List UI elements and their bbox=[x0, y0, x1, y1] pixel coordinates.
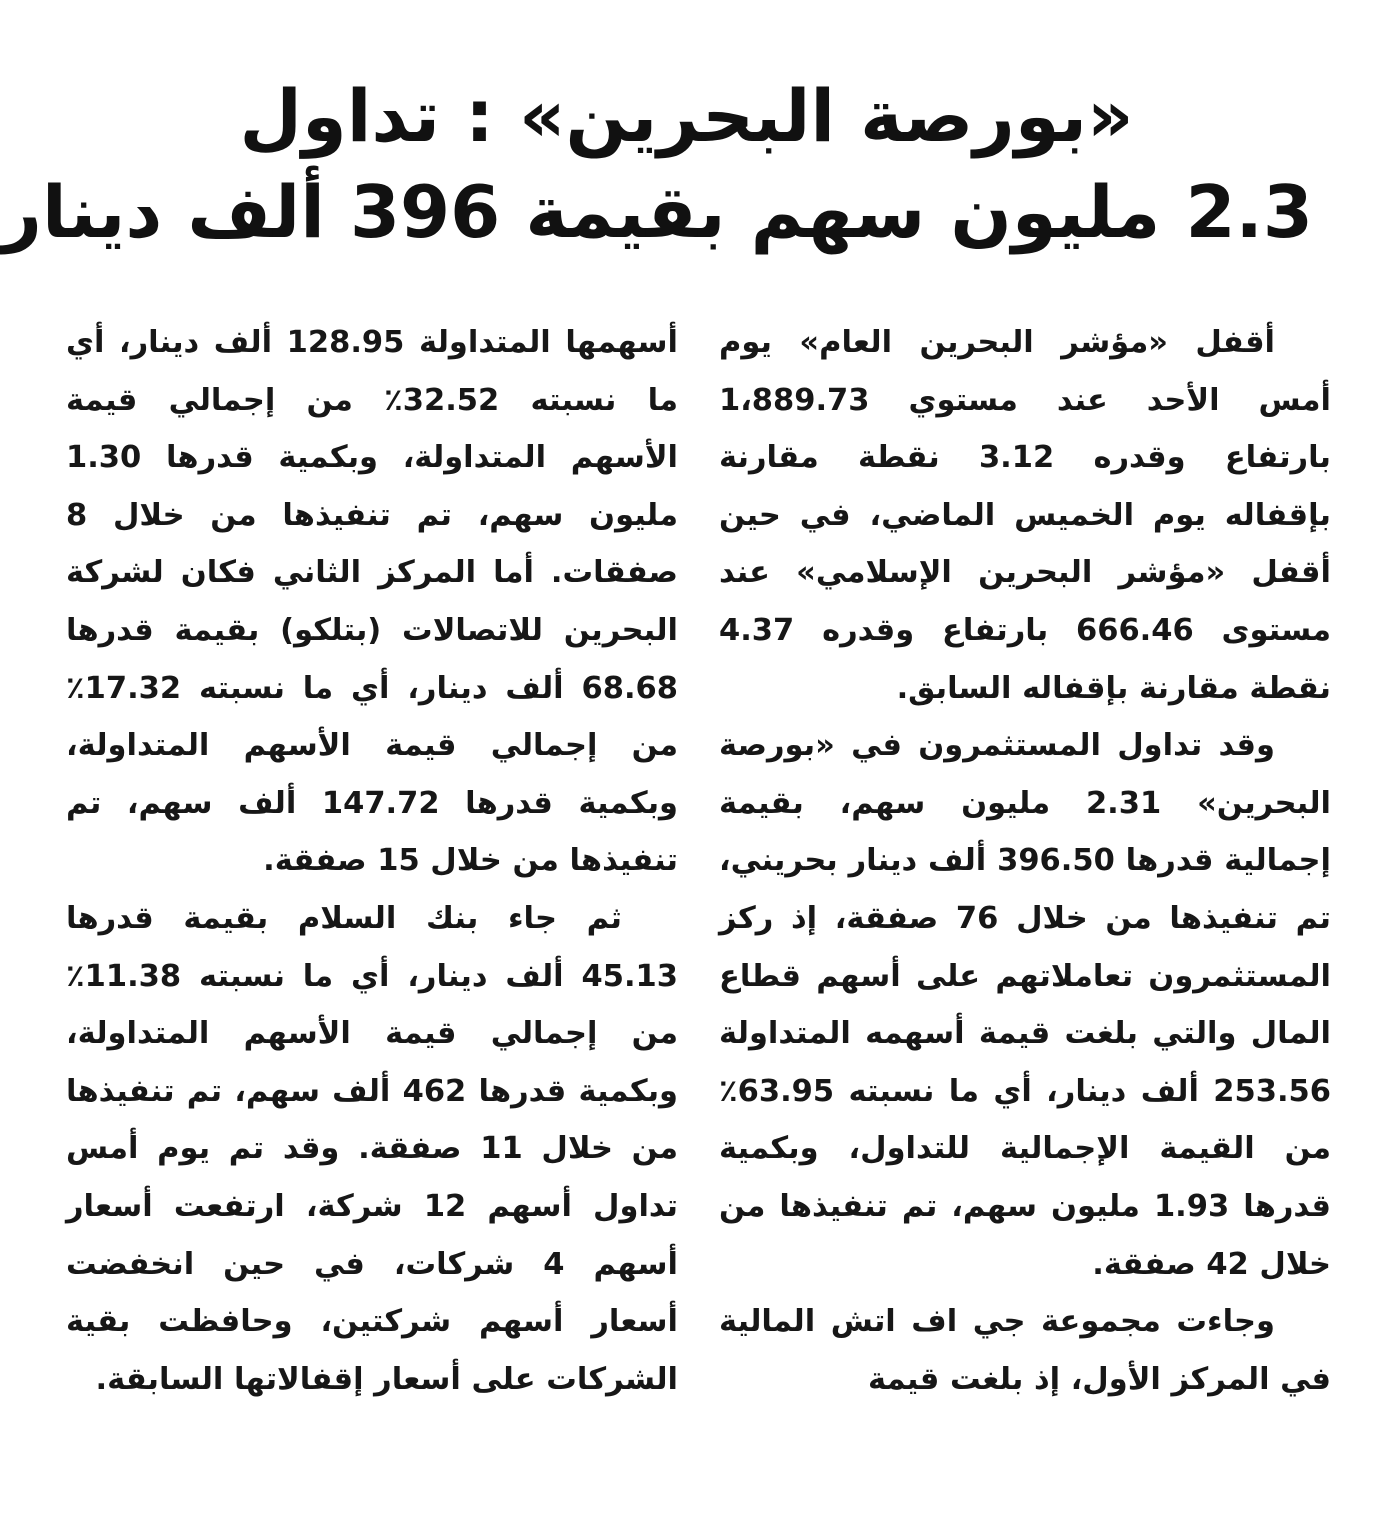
headline bbox=[0, 68, 1313, 260]
paragraph: أسهمها المتداولة 128.95 ألف دينار، أي ما نسبته 32.52٪ من إجمالي قيمة الأسهم المتداولة، وبكمية قدرها 1.30 مليون سهم، تم تنفيذها من خلال 8 صفقات. أما المركز الثاني فكان لشركة البحرين للاتصالات (بتلكو) بقيمة قدرها 68.68 ألف دينار، أي ما نسبته 17.32٪ من إجمالي قيمة الأسهم المتداولة، وبكمية قدرها 147.72 ألف سهم، تم تنفيذها من خلال 15 صفقة. bbox=[66, 325, 678, 879]
right-column bbox=[719, 314, 1331, 1408]
paragraph: ثم جاء بنك السلام بقيمة قدرها 45.13 ألف دينار، أي ما نسبته 11.38٪ من إجمالي قيمة الأسهم المتداولة، وبكمية قدرها 462 ألف سهم، تم تنفيذها من خلال 11 صفقة. وقد تم يوم أمس تداول أسهم 12 شركة، ارتفعت أسعار أسهم 4 شركات، في حين انخفضت أسعار أسهم شركتين، وحافظت بقية الشركات على أسعار إقفالاتها السابقة. bbox=[66, 900, 678, 1397]
paragraph: وقد تداول المستثمرون في «بورصة البحرين» 2.31 مليون سهم، بقيمة إجمالية قدرها 396.50 ألف دينار بحريني، تم تنفيذها من خلال 76 صفقة، إذ ركز المستثمرون تعاملاتهم على أسهم قطاع المال والتي بلغت قيمة أسهمه المتداولة 253.56 ألف دينار، أي ما نسبته 63.95٪ من القيمة الإجمالية للتداول، وبكمية قدرها 1.93 مليون سهم، تم تنفيذها من خلال 42 صفقة. bbox=[719, 728, 1331, 1282]
paragraph: وجاءت مجموعة جي اف اتش المالية في المركز الأول، إذ بلغت قيمة bbox=[719, 1304, 1331, 1397]
left-column bbox=[66, 314, 678, 1408]
headline-line-1: «بورصة البحرين» : تداول bbox=[239, 74, 1134, 158]
headline-line-2: 2.3 مليون سهم بقيمة 396 ألف دينار bbox=[0, 170, 1313, 254]
paragraph: أقفل «مؤشر البحرين العام» يوم أمس الأحد عند مستوي 1،889.73 بارتفاع وقدره 3.12 نقطة مقارنة بإقفاله يوم الخميس الماضي، في حين أقفل «مؤشر البحرين الإسلامي» عند مستوى 666.46 بارتفاع وقدره 4.37 نقطة مقارنة بإقفاله السابق. bbox=[719, 325, 1331, 706]
